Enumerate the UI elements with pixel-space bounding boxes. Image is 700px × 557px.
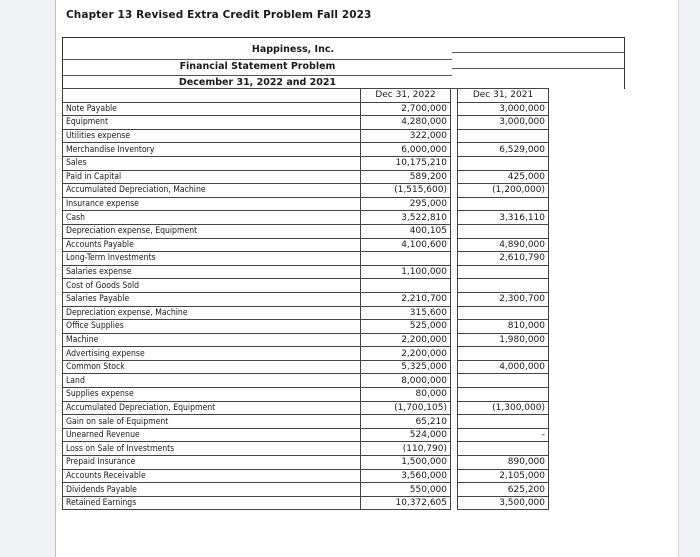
- account-label[interactable]: Accounts Payable: [63, 238, 361, 252]
- value-2021[interactable]: 3,316,110: [458, 211, 549, 225]
- value-2021[interactable]: [458, 442, 549, 456]
- spacer-cell: [451, 456, 458, 470]
- table-row[interactable]: [63, 347, 549, 361]
- table-row[interactable]: [63, 333, 549, 347]
- table-row[interactable]: [63, 116, 549, 130]
- spacer-cell: [451, 252, 458, 266]
- account-label[interactable]: Sales: [63, 156, 361, 170]
- spacer-cell: [451, 279, 458, 293]
- value-2022[interactable]: 322,000: [361, 129, 451, 143]
- value-2022[interactable]: 80,000: [361, 388, 451, 402]
- value-2021[interactable]: [458, 156, 549, 170]
- spacer-cell: [451, 428, 458, 442]
- account-label[interactable]: Paid in Capital: [63, 170, 361, 184]
- spacer-cell: [451, 89, 458, 103]
- document-title: Chapter 13 Revised Extra Credit Problem Fall 2023: [66, 9, 372, 21]
- account-label[interactable]: Long-Term Investments: [63, 252, 361, 266]
- table-row[interactable]: [63, 252, 549, 266]
- spacer-cell: [451, 102, 458, 116]
- table-row[interactable]: [63, 469, 549, 483]
- table-row[interactable]: [63, 428, 549, 442]
- account-label[interactable]: Advertising expense: [63, 347, 361, 361]
- value-2022[interactable]: 1,500,000: [361, 456, 451, 470]
- value-2022[interactable]: 10,175,210: [361, 156, 451, 170]
- value-2021[interactable]: 2,610,790: [458, 252, 549, 266]
- table-row[interactable]: [63, 197, 549, 211]
- statement-dates: December 31, 2022 and 2021: [63, 75, 452, 88]
- value-2021[interactable]: 4,000,000: [458, 360, 549, 374]
- spacer-cell: [451, 401, 458, 415]
- table-row[interactable]: [63, 265, 549, 279]
- account-label[interactable]: Merchandise Inventory: [63, 143, 361, 157]
- table-row[interactable]: [63, 143, 549, 157]
- spacer-cell: [451, 320, 458, 334]
- value-2021[interactable]: 1,980,000: [458, 333, 549, 347]
- value-2022[interactable]: 315,600: [361, 306, 451, 320]
- account-label[interactable]: Accumulated Depreciation, Machine: [63, 184, 361, 198]
- table-row[interactable]: [63, 442, 549, 456]
- value-2021[interactable]: [458, 306, 549, 320]
- table-row[interactable]: [63, 320, 549, 334]
- value-2022[interactable]: 4,280,000: [361, 116, 451, 130]
- statement-name: Financial Statement Problem: [63, 59, 452, 72]
- account-label[interactable]: Land: [63, 374, 361, 388]
- spacer-cell: [451, 333, 458, 347]
- spacer-cell: [451, 156, 458, 170]
- value-2022[interactable]: 524,000: [361, 428, 451, 442]
- value-2022[interactable]: 3,560,000: [361, 469, 451, 483]
- account-label[interactable]: Loss on Sale of Investments: [63, 442, 361, 456]
- value-2021[interactable]: 890,000: [458, 456, 549, 470]
- value-2022[interactable]: (1,700,105): [361, 401, 451, 415]
- value-2021[interactable]: 3,500,000: [458, 496, 549, 510]
- table-row[interactable]: [63, 184, 549, 198]
- column-header-row: [63, 89, 549, 103]
- value-2021[interactable]: 3,000,000: [458, 102, 549, 116]
- value-2021[interactable]: [458, 347, 549, 361]
- spacer-cell: [451, 170, 458, 184]
- spacer-cell: [451, 388, 458, 402]
- value-2022[interactable]: 6,000,000: [361, 143, 451, 157]
- company-name: Happiness, Inc.: [251, 44, 335, 55]
- table-row[interactable]: [63, 456, 549, 470]
- value-2022[interactable]: 4,100,600: [361, 238, 451, 252]
- value-2022[interactable]: (1,515,600): [361, 184, 451, 198]
- value-2022[interactable]: 2,200,000: [361, 347, 451, 361]
- account-label[interactable]: Unearned Revenue: [63, 428, 361, 442]
- table-row[interactable]: [63, 415, 549, 429]
- spreadsheet-page: [55, 0, 679, 557]
- value-2021[interactable]: (1,200,000): [458, 184, 549, 198]
- account-label[interactable]: Common Stock: [63, 360, 361, 374]
- value-2022[interactable]: 2,200,000: [361, 333, 451, 347]
- value-2022[interactable]: (110,790): [361, 442, 451, 456]
- value-2022[interactable]: 10,372,605: [361, 496, 451, 510]
- spacer-cell: [451, 496, 458, 510]
- value-2021[interactable]: 3,000,000: [458, 116, 549, 130]
- spacer-cell: [451, 184, 458, 198]
- value-2022[interactable]: [361, 279, 451, 293]
- table-row[interactable]: [63, 238, 549, 252]
- account-label[interactable]: Depreciation expense, Machine: [63, 306, 361, 320]
- account-label[interactable]: Salaries expense: [63, 265, 361, 279]
- account-label[interactable]: Utilities expense: [63, 129, 361, 143]
- account-label[interactable]: Accounts Receivable: [63, 469, 361, 483]
- spacer-cell: [451, 224, 458, 238]
- table-row[interactable]: [63, 306, 549, 320]
- account-label[interactable]: Supplies expense: [63, 388, 361, 402]
- value-2022[interactable]: 589,200: [361, 170, 451, 184]
- account-label[interactable]: Gain on sale of Equipment: [63, 415, 361, 429]
- account-label[interactable]: Accumulated Depreciation, Equipment: [63, 401, 361, 415]
- table-row[interactable]: [63, 388, 549, 402]
- account-label[interactable]: Equipment: [63, 116, 361, 130]
- value-2022[interactable]: 1,100,000: [361, 265, 451, 279]
- table-row[interactable]: [63, 224, 549, 238]
- spacer-cell: [451, 143, 458, 157]
- table-row[interactable]: [63, 279, 549, 293]
- spacer-cell: [451, 116, 458, 130]
- table-row[interactable]: [63, 292, 549, 306]
- value-2021[interactable]: 2,300,700: [458, 292, 549, 306]
- value-2022[interactable]: 550,000: [361, 483, 451, 497]
- spacer-cell: [451, 265, 458, 279]
- header-rule: [452, 68, 624, 69]
- value-2022[interactable]: 295,000: [361, 197, 451, 211]
- column-header-2021: Dec 31, 2021: [458, 89, 549, 103]
- table-row[interactable]: [63, 483, 549, 497]
- value-2021[interactable]: -: [458, 428, 549, 442]
- value-2022[interactable]: 2,700,000: [361, 102, 451, 116]
- table-row[interactable]: [63, 211, 549, 225]
- value-2022[interactable]: 5,325,000: [361, 360, 451, 374]
- spacer-cell: [451, 211, 458, 225]
- table-row[interactable]: [63, 401, 549, 415]
- table-row[interactable]: [63, 374, 549, 388]
- value-2022[interactable]: 400,105: [361, 224, 451, 238]
- account-label[interactable]: Office Supplies: [63, 320, 361, 334]
- spacer-cell: [451, 129, 458, 143]
- column-header-2022: Dec 31, 2022: [361, 89, 451, 103]
- account-label[interactable]: Dividends Payable: [63, 483, 361, 497]
- table-row[interactable]: [63, 360, 549, 374]
- value-2021[interactable]: 425,000: [458, 170, 549, 184]
- value-2021[interactable]: [458, 265, 549, 279]
- account-label[interactable]: Cash: [63, 211, 361, 225]
- value-2021[interactable]: [458, 224, 549, 238]
- account-label[interactable]: Salaries Payable: [63, 292, 361, 306]
- value-2021[interactable]: 625,200: [458, 483, 549, 497]
- value-2022[interactable]: 65,210: [361, 415, 451, 429]
- account-label[interactable]: Retained Earnings: [63, 496, 361, 510]
- spacer-cell: [451, 442, 458, 456]
- spacer-cell: [451, 347, 458, 361]
- value-2021[interactable]: (1,300,000): [458, 401, 549, 415]
- value-2021[interactable]: [458, 388, 549, 402]
- value-2021[interactable]: 6,529,000: [458, 143, 549, 157]
- table-row[interactable]: [63, 129, 549, 143]
- value-2021[interactable]: 4,890,000: [458, 238, 549, 252]
- spacer-cell: [451, 197, 458, 211]
- value-2022[interactable]: 525,000: [361, 320, 451, 334]
- value-2021[interactable]: 2,105,000: [458, 469, 549, 483]
- value-2021[interactable]: [458, 374, 549, 388]
- spacer-cell: [451, 415, 458, 429]
- spacer-cell: [451, 306, 458, 320]
- value-2022[interactable]: [361, 252, 451, 266]
- account-label[interactable]: Machine: [63, 333, 361, 347]
- account-label[interactable]: Cost of Goods Sold: [63, 279, 361, 293]
- spacer-cell: [451, 374, 458, 388]
- statement-header: [62, 37, 625, 89]
- account-label[interactable]: Depreciation expense, Equipment: [63, 224, 361, 238]
- spacer-cell: [451, 292, 458, 306]
- account-label[interactable]: Insurance expense: [63, 197, 361, 211]
- value-2022[interactable]: 3,522,810: [361, 211, 451, 225]
- table-row[interactable]: [63, 496, 549, 510]
- account-label[interactable]: Note Payable: [63, 102, 361, 116]
- table-row[interactable]: [63, 102, 549, 116]
- financial-data-table: [62, 88, 549, 510]
- table-row[interactable]: [63, 156, 549, 170]
- blank-header-cell: [63, 89, 361, 103]
- value-2021[interactable]: 810,000: [458, 320, 549, 334]
- account-label[interactable]: Prepaid Insurance: [63, 456, 361, 470]
- spacer-cell: [451, 483, 458, 497]
- value-2021[interactable]: [458, 415, 549, 429]
- spacer-cell: [451, 360, 458, 374]
- header-rule: [452, 52, 624, 53]
- spacer-cell: [451, 469, 458, 483]
- value-2022[interactable]: 2,210,700: [361, 292, 451, 306]
- value-2021[interactable]: [458, 197, 549, 211]
- value-2021[interactable]: [458, 129, 549, 143]
- value-2022[interactable]: 8,000,000: [361, 374, 451, 388]
- value-2021[interactable]: [458, 279, 549, 293]
- spacer-cell: [451, 238, 458, 252]
- table-row[interactable]: [63, 170, 549, 184]
